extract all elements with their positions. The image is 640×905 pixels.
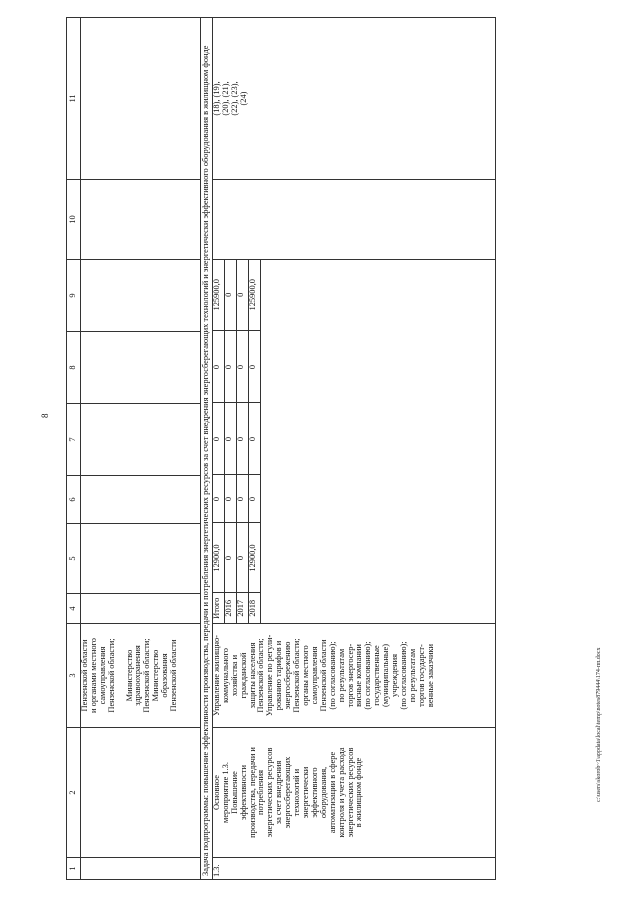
executor-line: энергосбережению [283, 641, 293, 710]
header-cell: 10 [67, 180, 81, 260]
header-cell: 6 [67, 476, 81, 524]
indicator-line: (24) [238, 91, 248, 106]
continuation-line: образования [160, 653, 170, 698]
executor-line: Пензенской области [318, 639, 328, 712]
funding-value: 0 [224, 475, 236, 523]
funding-year-row [248, 259, 260, 623]
executor-line: (по согласованию); [398, 641, 408, 710]
funding-value: 0 [213, 475, 225, 523]
funding-value: 0 [248, 403, 260, 475]
executor-line: Пензенской области; [256, 638, 266, 713]
continuation-line: Пензенской области [169, 639, 179, 712]
funding-subtable-cell [212, 260, 495, 624]
executor-line: (муниципальные) [381, 643, 391, 708]
rotated-page [66, 18, 576, 880]
executor-line: (по согласованию); [327, 641, 337, 710]
executor-line: Пензенской области; [292, 638, 302, 713]
event-description [212, 728, 495, 858]
header-cell: 11 [67, 18, 81, 180]
event-line: в жилищном фонде [354, 757, 364, 828]
executor-line: торгов государст- [416, 644, 426, 707]
funding-value: 12900,0 [248, 523, 260, 593]
indicator-line: (18), (19), [211, 81, 221, 116]
funding-value: 0 [224, 523, 236, 593]
event-line: энергетических ресурсов [345, 747, 355, 838]
executors-list [212, 624, 495, 728]
funding-value: 125900,0 [248, 259, 260, 331]
year-label: 2018 [248, 593, 260, 623]
year-label: 2017 [236, 593, 248, 623]
executor-line: Управление жилищно- [211, 635, 221, 716]
continuation-line: Пензенской области; [106, 638, 116, 713]
continuation-line: самоуправления [97, 646, 107, 705]
event-line: технологий и [292, 768, 302, 817]
executor-line: хозяйства и [229, 654, 239, 697]
page-number: 8 [40, 413, 50, 418]
event-line: мероприятие 1.3. [220, 762, 230, 823]
funding-value: 0 [236, 403, 248, 475]
executor-line: органы местного [300, 645, 310, 706]
executor-line: гражданской [238, 652, 248, 699]
continuation-line: здравоохранения [133, 645, 143, 706]
executor-line: (по согласованию); [363, 641, 373, 710]
executor-line: учреждения [390, 654, 400, 697]
year-label: 2016 [224, 593, 236, 623]
funding-value: 0 [224, 259, 236, 331]
executor-line: висные компании [354, 644, 364, 707]
event-line: производства, передачи и [247, 747, 257, 838]
funding-value: 0 [224, 403, 236, 475]
executor-line: венные заказчики [425, 643, 435, 708]
event-line: эффективного [309, 767, 319, 818]
funding-value: 0 [236, 331, 248, 403]
event-line: автоматизации в сфере [327, 751, 337, 834]
header-row [67, 18, 81, 880]
event-line: эффективности [238, 765, 248, 820]
funding-value: 0 [236, 475, 248, 523]
funding-value: 0 [236, 523, 248, 593]
header-cell: 9 [67, 260, 81, 332]
event-line: энергетически [300, 766, 310, 819]
task-row [201, 18, 213, 880]
year-label: Итого [213, 593, 225, 623]
funding-subtable [213, 259, 261, 623]
funding-value: 0 [213, 403, 225, 475]
funding-year-row [224, 259, 236, 623]
funding-value: 0 [213, 331, 225, 403]
executor-line: государственные [372, 645, 382, 706]
executor-line: торгов энергосер- [345, 643, 355, 708]
funding-year-row [213, 259, 225, 623]
executor-line: коммунального [220, 648, 230, 703]
continuation-line: и органами местного [88, 638, 98, 713]
event-line: Основное [211, 775, 221, 810]
funding-value: 125900,0 [213, 259, 225, 331]
continuation-line: Пензенской области; [142, 638, 152, 713]
funding-value: 0 [236, 259, 248, 331]
executor-line: защиты населения [247, 642, 257, 709]
event-line: оборудования, [318, 766, 328, 819]
indicator-line: (22), (23), [229, 81, 239, 116]
continuation-executors [81, 624, 201, 728]
header-cell: 3 [67, 624, 81, 728]
header-cell: 1 [67, 858, 81, 880]
header-cell: 2 [67, 728, 81, 858]
indicator-refs [212, 18, 495, 180]
continuation-row [81, 18, 201, 880]
continuation-line: Министерство [151, 649, 161, 702]
executor-line: самоуправления [309, 646, 319, 705]
event-row [212, 18, 495, 880]
header-cell: 7 [67, 404, 81, 476]
task-text: Задача подпрограммы: повышение эффективности производства, передачи и потребления энергетических ресурсов за счет внедрения энергосберегающих технологий и энергетически эффективного оборудования в жилищном фонде [201, 18, 213, 880]
continuation-line: Пензенской области [80, 639, 89, 712]
header-cell: 4 [67, 594, 81, 624]
funding-value: 0 [248, 331, 260, 403]
event-line: Повышение [229, 771, 239, 814]
funding-value: 12900,0 [213, 523, 225, 593]
event-line: энергетических ресурсов [265, 747, 275, 838]
event-line: потребления [256, 770, 266, 815]
event-line: за счет внедрения [274, 760, 284, 825]
event-line: энергосберегающих [283, 756, 293, 829]
executor-line: рованию тарифов и [274, 640, 284, 711]
funding-year-row [236, 259, 248, 623]
continuation-line: Министерство [124, 649, 134, 702]
indicator-line: (20), (21), [220, 81, 230, 116]
program-table [66, 17, 496, 880]
header-cell: 8 [67, 332, 81, 404]
funding-value: 0 [224, 331, 236, 403]
funding-value: 0 [248, 475, 260, 523]
row-number: 1.3. [212, 858, 495, 880]
footer-file-path: c:\users\skorob~1\appdata\local\temp\notes879444\174-пп.docx [596, 647, 602, 802]
executor-line: по результатам [336, 648, 346, 703]
header-cell: 5 [67, 524, 81, 594]
event-line: контроля и учета расхода [336, 747, 346, 838]
executor-line: Управление по регули- [265, 634, 275, 717]
executor-line: по результатам [407, 648, 417, 703]
